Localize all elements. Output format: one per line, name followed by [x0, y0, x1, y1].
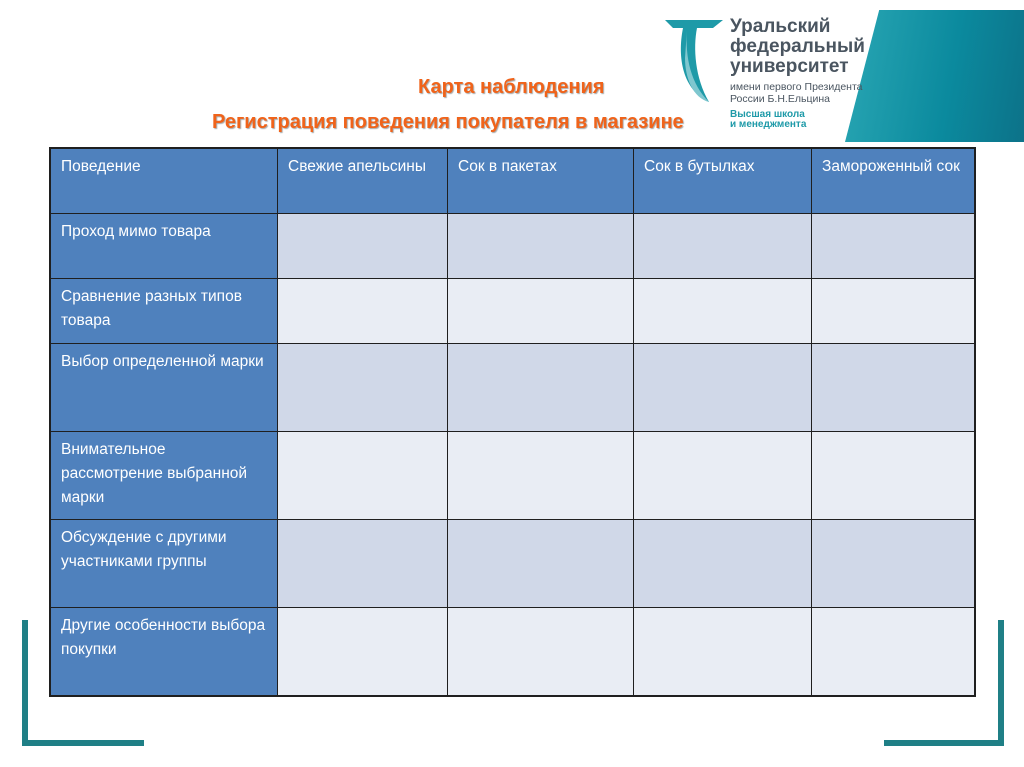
table-cell[interactable] [448, 344, 634, 432]
school-name-line: и менеджмента [730, 119, 807, 130]
row-label: Сравнение разных типов товара [51, 279, 278, 344]
table-cell[interactable] [634, 608, 812, 696]
row-label: Проход мимо товара [51, 214, 278, 279]
table-cell[interactable] [812, 214, 975, 279]
observation-table [50, 148, 975, 696]
school-name-line: Высшая школа [730, 109, 805, 120]
table-cell[interactable] [448, 432, 634, 520]
frame-right-accent [998, 620, 1004, 746]
frame-left-accent [22, 620, 28, 746]
frame-left-bottom-accent [22, 740, 144, 746]
table-row [51, 344, 975, 432]
table-cell[interactable] [634, 520, 812, 608]
university-logo-icon [663, 18, 725, 108]
column-header: Сок в бутылках [634, 149, 812, 214]
table-cell[interactable] [634, 432, 812, 520]
table-cell[interactable] [278, 279, 448, 344]
table-cell[interactable] [448, 279, 634, 344]
table-cell[interactable] [448, 608, 634, 696]
table-cell[interactable] [634, 214, 812, 279]
table-row [51, 214, 975, 279]
table-cell[interactable] [278, 344, 448, 432]
table-cell[interactable] [812, 432, 975, 520]
table-cell[interactable] [634, 279, 812, 344]
column-header: Сок в пакетах [448, 149, 634, 214]
table-row [51, 432, 975, 520]
university-subtitle-line: России Б.Н.Ельцина [730, 93, 830, 105]
table-row [51, 279, 975, 344]
table-cell[interactable] [812, 344, 975, 432]
university-name-line: Уральский [730, 16, 831, 37]
university-subtitle [730, 81, 863, 105]
table-cell[interactable] [812, 608, 975, 696]
university-name [730, 17, 880, 77]
row-label: Другие особенности выбора покупки [51, 608, 278, 696]
school-name [730, 110, 806, 130]
row-label: Выбор определенной марки [51, 344, 278, 432]
column-header: Поведение [51, 149, 278, 214]
row-label: Внимательное рассмотрение выбранной марки [51, 432, 278, 520]
university-name-line: федеральный [730, 36, 865, 57]
row-label: Обсуждение с другими участниками группы [51, 520, 278, 608]
table-cell[interactable] [278, 520, 448, 608]
frame-right-bottom-accent [884, 740, 1004, 746]
column-header: Замороженный сок [812, 149, 975, 214]
table-header-row [51, 149, 975, 214]
university-name-line: университет [730, 56, 849, 77]
page-title: Карта наблюдения [418, 76, 605, 98]
university-subtitle-line: имени первого Президента [730, 81, 863, 93]
column-header: Свежие апельсины [278, 149, 448, 214]
table-cell[interactable] [278, 608, 448, 696]
table-cell[interactable] [448, 214, 634, 279]
table-cell[interactable] [812, 279, 975, 344]
table-cell[interactable] [634, 344, 812, 432]
table-row [51, 520, 975, 608]
table-cell[interactable] [278, 214, 448, 279]
table-cell[interactable] [448, 520, 634, 608]
table-cell[interactable] [278, 432, 448, 520]
page-subtitle: Регистрация поведения покупателя в магазине [212, 111, 684, 133]
table-cell[interactable] [812, 520, 975, 608]
table-row [51, 608, 975, 696]
